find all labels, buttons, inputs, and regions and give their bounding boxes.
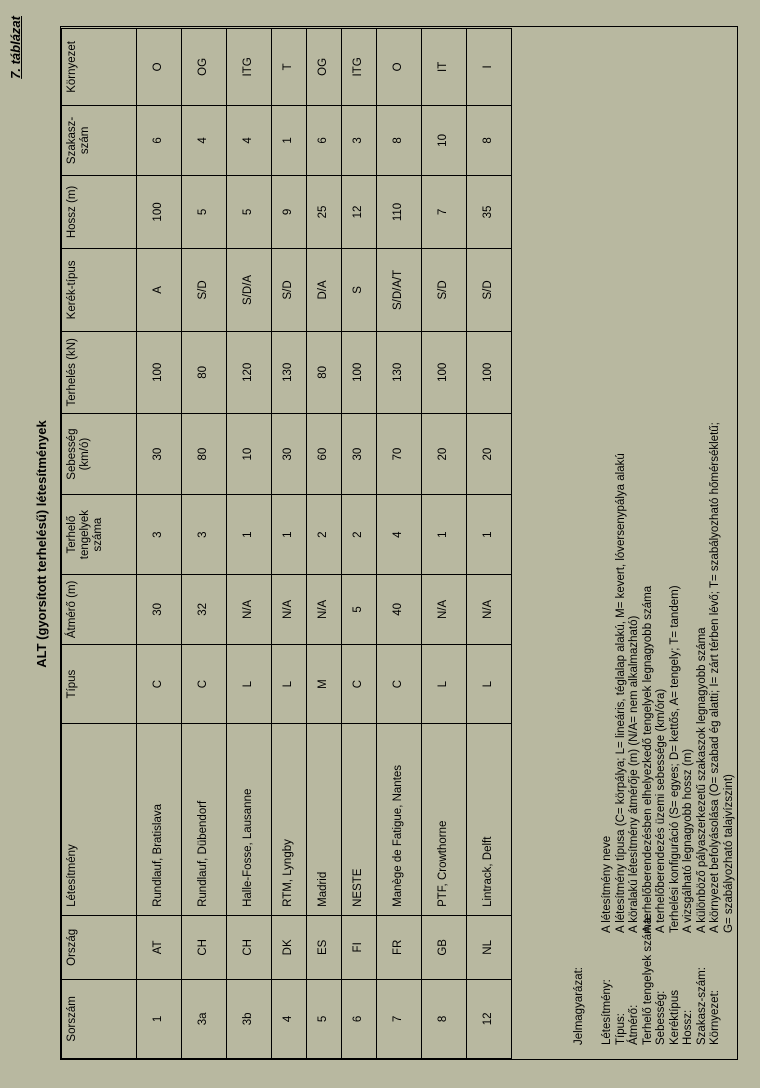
table-cell: ITG — [342, 29, 377, 106]
table-cell: T — [272, 29, 307, 106]
legend-value: A környezet befolyásolása (O= szabad ég alatti; I= zárt térben lévő; T= szabályozható hőmérsékletű; — [709, 422, 721, 933]
table-cell: 100 — [137, 176, 182, 249]
table-cell: S/D/A — [227, 248, 272, 331]
table-cell: 5 — [307, 979, 342, 1058]
table-cell: 32 — [182, 574, 227, 644]
table-cell: 40 — [377, 574, 422, 644]
table-cell: N/A — [467, 574, 512, 644]
table-cell: Madrid — [307, 724, 342, 916]
table-cell: 6 — [342, 979, 377, 1058]
table-cell: 100 — [467, 331, 512, 413]
legend-value: A létesítmény neve — [601, 835, 613, 933]
legend-key — [723, 933, 737, 1045]
table-cell: 1 — [467, 495, 512, 574]
table-cell: 3a — [182, 979, 227, 1058]
table-cell: S — [342, 248, 377, 331]
legend-value: Terhelési konfiguráció (S= egyes; D= kettős, A= tengely; T= tandem) — [668, 585, 681, 933]
table-cell: 12 — [467, 979, 512, 1058]
table-cell: NL — [467, 915, 512, 979]
column-header: Környezet — [62, 29, 137, 106]
table-cell: DK — [272, 915, 307, 979]
table-cell: 70 — [377, 413, 422, 495]
table-cell: Rundlauf, Dübendorf — [182, 724, 227, 916]
table-cell: Rundlauf, Bratislava — [137, 724, 182, 916]
legend-key: Sebesség: — [655, 990, 667, 1045]
table-cell: L — [227, 645, 272, 724]
table-cell: 3 — [182, 495, 227, 574]
table-cell: 100 — [342, 331, 377, 413]
table-cell: ES — [307, 915, 342, 979]
table-cell: 3b — [227, 979, 272, 1058]
table-row — [342, 29, 377, 1059]
table-cell: 30 — [137, 413, 182, 495]
table-cell: N/A — [272, 574, 307, 644]
table-cell: A — [137, 248, 182, 331]
table-cell: 110 — [377, 176, 422, 249]
table-row — [137, 29, 182, 1059]
table-cell: S/D/A/T — [377, 248, 422, 331]
column-header: Sorszám — [62, 979, 137, 1058]
table-cell: L — [422, 645, 467, 724]
table-row — [307, 29, 342, 1059]
legend-key: Átmérő: — [628, 1004, 640, 1045]
table-cell: S/D — [422, 248, 467, 331]
table-cell: 5 — [182, 176, 227, 249]
legend-key: Hossz: — [682, 1009, 694, 1045]
table-cell: 7 — [377, 979, 422, 1058]
table-cell: N/A — [422, 574, 467, 644]
column-header: Terhelő tengelyek száma — [62, 495, 137, 574]
table-cell: N/A — [307, 574, 342, 644]
legend-value: A vizsgálható legnagyobb hossz (m) — [682, 748, 694, 933]
table-cell: L — [467, 645, 512, 724]
table-cell: 30 — [272, 413, 307, 495]
table-cell: O — [137, 29, 182, 106]
table-cell: 4 — [272, 979, 307, 1058]
column-header: Sebesség (km/ó) — [62, 413, 137, 495]
table-cell: ITG — [227, 29, 272, 106]
table-cell: 3 — [342, 105, 377, 175]
table-cell: 2 — [342, 495, 377, 574]
table-cell: 9 — [272, 176, 307, 249]
table-row — [467, 29, 512, 1059]
table-cell: 20 — [422, 413, 467, 495]
table-cell: 130 — [272, 331, 307, 413]
table-cell: 30 — [137, 574, 182, 644]
table-cell: 1 — [272, 105, 307, 175]
table-cell: 8 — [422, 979, 467, 1058]
legend-values — [601, 422, 736, 933]
column-header: Szakasz-szám — [62, 105, 137, 175]
table-row — [272, 29, 307, 1059]
table-header-row — [62, 29, 137, 1059]
legend — [573, 422, 736, 1045]
column-header: Létesítmény — [62, 724, 137, 916]
table-cell: IT — [422, 29, 467, 106]
table-cell: 2 — [307, 495, 342, 574]
table-title: ALT (gyorsított terhelésű) létesítmények — [34, 420, 49, 668]
legend-value: A terhelőberendezés üzemi sebessége (km/óra) — [655, 688, 667, 933]
table-cell: 1 — [422, 495, 467, 574]
column-header: Átmérő (m) — [62, 574, 137, 644]
table-cell: 10 — [422, 105, 467, 175]
legend-heading: Jelmagyarázat: — [573, 967, 585, 1045]
legend-key: Környezet: — [709, 990, 721, 1045]
table-cell: 6 — [137, 105, 182, 175]
column-header: Kerék-típus — [62, 248, 137, 331]
table-cell: CH — [182, 915, 227, 979]
column-header: Hossz (m) — [62, 176, 137, 249]
table-cell: S/D — [182, 248, 227, 331]
column-header: Ország — [62, 915, 137, 979]
table-cell: 1 — [137, 979, 182, 1058]
legend-key: Keréktípus — [668, 990, 681, 1045]
table-cell: FI — [342, 915, 377, 979]
table-cell: OG — [182, 29, 227, 106]
legend-key: Terhelő tengelyek száma: — [641, 914, 654, 1045]
table-body — [137, 29, 512, 1059]
table-cell: 120 — [227, 331, 272, 413]
table-cell: 12 — [342, 176, 377, 249]
table-cell: GB — [422, 915, 467, 979]
legend-value: G= szabályozható talajvízszint) — [722, 774, 735, 933]
table-cell: M — [307, 645, 342, 724]
table-cell: D/A — [307, 248, 342, 331]
table-cell: 80 — [182, 413, 227, 495]
table-cell: OG — [307, 29, 342, 106]
legend-value: A terhelőberendezésben elhelyezkedő tengelyek legnagyobb száma — [641, 585, 654, 933]
table-row — [422, 29, 467, 1059]
table-cell: N/A — [227, 574, 272, 644]
legend-value: A különböző pályaszerkezetű szakaszok legnagyobb száma — [695, 627, 708, 933]
table-cell: RTM, Lyngby — [272, 724, 307, 916]
table-cell: 35 — [467, 176, 512, 249]
column-header: Típus — [62, 645, 137, 724]
table-cell: PTF, Crowthorne — [422, 724, 467, 916]
table-cell: C — [137, 645, 182, 724]
table-cell: 8 — [467, 105, 512, 175]
table-cell: 10 — [227, 413, 272, 495]
table-cell: AT — [137, 915, 182, 979]
legend-key: Létesítmény: — [601, 979, 613, 1045]
table-cell: 60 — [307, 413, 342, 495]
table-cell: 4 — [377, 495, 422, 574]
table-frame — [60, 26, 738, 1060]
legend-key: Szakasz-szám: — [695, 967, 708, 1045]
facilities-table — [61, 28, 512, 1059]
table-cell: C — [342, 645, 377, 724]
legend-value: A köralakú létesítmény átmérője (m) (N/A= nem alkalmazható) — [628, 615, 640, 933]
table-row — [377, 29, 422, 1059]
table-cell: S/D — [272, 248, 307, 331]
table-cell: 6 — [307, 105, 342, 175]
legend-key: Típus: — [614, 1013, 627, 1045]
table-row — [227, 29, 272, 1059]
table-cell: 80 — [182, 331, 227, 413]
table-cell: 5 — [342, 574, 377, 644]
table-cell: 1 — [227, 495, 272, 574]
table-cell: O — [377, 29, 422, 106]
table-cell: 3 — [137, 495, 182, 574]
column-header: Terhelés (kN) — [62, 331, 137, 413]
table-cell: 5 — [227, 176, 272, 249]
legend-value: A létesítmény típusa (C= körpálya; L= lineáris, téglalap alakú, M= kevert, lóversenypálya alakú — [614, 453, 627, 933]
table-cell: Lintrack, Delft — [467, 724, 512, 916]
table-cell: I — [467, 29, 512, 106]
table-cell: CH — [227, 915, 272, 979]
table-cell: 100 — [137, 331, 182, 413]
table-cell: L — [272, 645, 307, 724]
table-cell: FR — [377, 915, 422, 979]
table-cell: C — [377, 645, 422, 724]
table-cell: 100 — [422, 331, 467, 413]
table-cell: 130 — [377, 331, 422, 413]
table-cell: Halle-Fosse, Lausanne — [227, 724, 272, 916]
table-cell: 7 — [422, 176, 467, 249]
table-cell: Manège de Fatigue, Nantes — [377, 724, 422, 916]
legend-keys — [601, 914, 736, 1045]
table-cell: 4 — [182, 105, 227, 175]
table-cell: 80 — [307, 331, 342, 413]
table-cell: 1 — [272, 495, 307, 574]
table-cell: S/D — [467, 248, 512, 331]
table-cell: 20 — [467, 413, 512, 495]
table-cell: NESTE — [342, 724, 377, 916]
table-cell: 8 — [377, 105, 422, 175]
table-number: 7. táblázat — [8, 16, 23, 79]
table-cell: 4 — [227, 105, 272, 175]
table-row — [182, 29, 227, 1059]
table-cell: 30 — [342, 413, 377, 495]
table-cell: 25 — [307, 176, 342, 249]
table-cell: C — [182, 645, 227, 724]
